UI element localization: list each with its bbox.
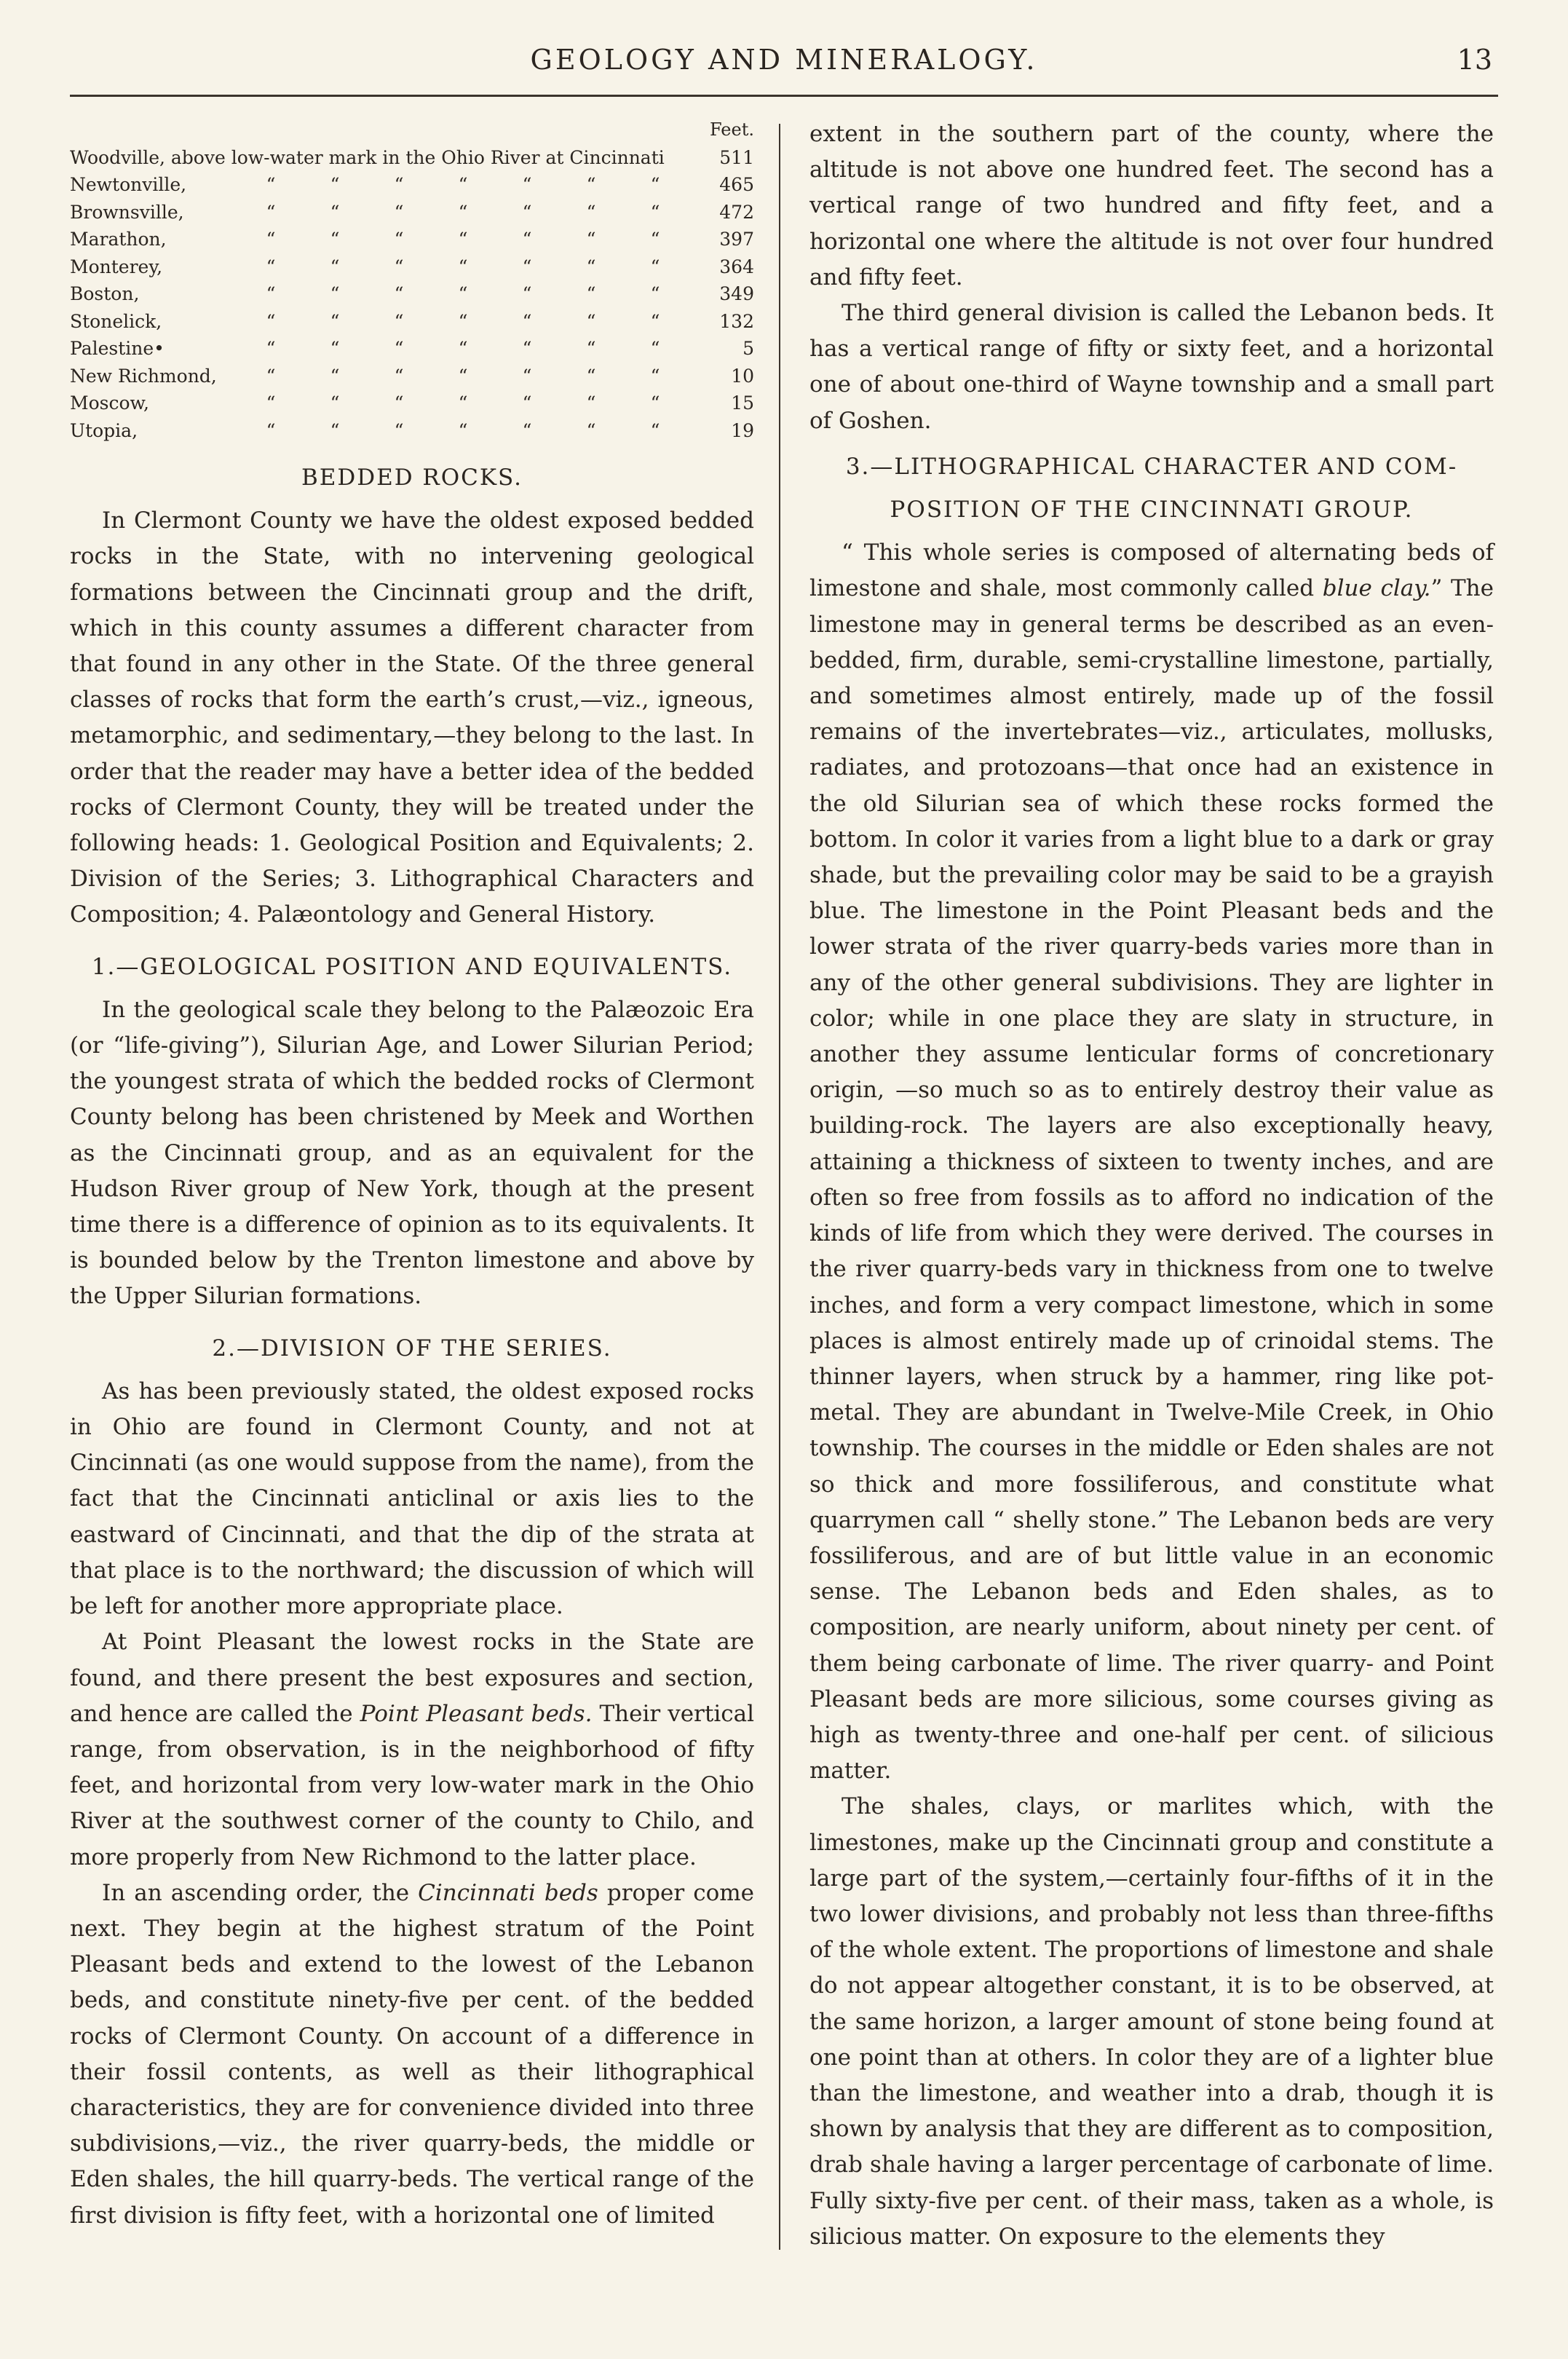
ditto-mark: “ xyxy=(586,365,596,387)
italic-term: Cincinnati beds xyxy=(418,1879,598,1906)
ditto-mark: “ xyxy=(330,310,340,332)
ditto-mark: “ xyxy=(330,419,340,441)
ditto-mark: “ xyxy=(458,256,468,277)
ditto-mark: “ xyxy=(330,338,340,359)
paragraph-continued: extent in the southern part of the county, where the altitude is not above one hundred feet. The second has a vertical range of two hundred and fifty feet, and a horizontal one where the altitude is not over four hundred and fifty feet. xyxy=(809,121,1494,291)
ditto-mark: “ xyxy=(522,229,532,250)
ditto-mark: “ xyxy=(586,419,596,441)
page-number: 13 xyxy=(1457,44,1492,76)
left-column xyxy=(70,116,754,2234)
elevation-row xyxy=(70,390,754,417)
ditto-mark: “ xyxy=(650,283,660,304)
elevation-value: 349 xyxy=(719,283,754,304)
ditto-mark: “ xyxy=(266,229,276,250)
ditto-mark: “ xyxy=(266,174,276,195)
elevation-header-row xyxy=(70,116,754,144)
paragraph-lithographical xyxy=(809,535,1494,1789)
elevation-value: 19 xyxy=(731,419,754,441)
ditto-mark: “ xyxy=(650,174,660,195)
ditto-mark: “ xyxy=(266,310,276,332)
ditto-mark: “ xyxy=(650,201,660,223)
elevation-row xyxy=(70,171,754,199)
paragraph-shales: The shales, clays, or marlites which, with the limestones, make up the Cincinnati group and constitute a large part of the system,—certainly four-fifths of it in the two lower divisions, and probably not less than three-fifths of the whole extent. The proportions of limestone and shale do not appear altogether constant, it is to be observed, at the same horizon, a larger amount of stone being found at one point than at others. In color they are of a lighter blue than the limestone, and weather into a drab, though it is shown by analysis that they are different as to composition, drab shale having a larger percentage of carbonate of lime. Fully sixty-five per cent. of their mass, taken as a whole, is silicious matter. On exposure to the elements they xyxy=(809,1793,1494,2250)
place-name: Boston, xyxy=(70,283,140,304)
text-run: proper come next. They begin at the highest stratum of the Point Pleasant beds and extend to the lowest of the Lebanon beds, and constitute ninety-five per cent. of the bedded rocks of Clermont County. On account of a difference in their fossil contents, as well as their lithographical characteristics, they are for convenience divided into three subdivisions,—viz., the river quarry-beds, the middle or Eden shales, the hill quarry-beds. The vertical range of the first division is fifty feet, with a horizontal one of limited xyxy=(70,1879,754,2229)
ditto-mark: “ xyxy=(522,338,532,359)
ditto-mark: “ xyxy=(650,310,660,332)
ditto-mark: “ xyxy=(394,419,404,441)
elevation-value: 15 xyxy=(731,392,754,414)
ditto-mark: “ xyxy=(650,256,660,277)
elevation-table xyxy=(70,116,754,444)
ditto-mark: “ xyxy=(458,392,468,414)
elevation-rows xyxy=(70,171,754,444)
ditto-mark: “ xyxy=(458,365,468,387)
elevation-row-woodville xyxy=(70,144,754,172)
ditto-mark: “ xyxy=(330,201,340,223)
text-run: “ This whole series is composed of alternating beds of limestone and shale, most commonly called xyxy=(809,540,1494,602)
ditto-mark: “ xyxy=(394,338,404,359)
italic-term: Point Pleasant beds. xyxy=(360,1700,593,1727)
ditto-mark: “ xyxy=(394,229,404,250)
ditto-mark: “ xyxy=(458,338,468,359)
paragraph-bedded-rocks: In Clermont County we have the oldest exposed bedded rocks in the State, with no intervening geological formations between the Cincinnati group and the drift, which in this county assumes a different character from that found in any other in the State. Of the three general classes of rocks that form the earth’s crust,—viz., igneous, metamorphic, and sedimentary,—they belong to the last. In order that the reader may have a better idea of the bedded rocks of Clermont County, they will be treated under the following heads: 1. Geological Position and Equivalents; 2. Division of the Series; 3. Lithographical Characters and Composition; 4. Palæontology and General History. xyxy=(70,507,754,928)
italic-term: blue clay. xyxy=(1322,575,1431,602)
ditto-mark: “ xyxy=(330,174,340,195)
ditto-mark: “ xyxy=(650,229,660,250)
elevation-row xyxy=(70,308,754,336)
elevation-value: 397 xyxy=(719,229,754,250)
elevation-value: 364 xyxy=(719,256,754,277)
elevation-row xyxy=(70,363,754,390)
ditto-mark: “ xyxy=(266,419,276,441)
ditto-mark: “ xyxy=(586,201,596,223)
ditto-mark: “ xyxy=(266,201,276,223)
ditto-mark: “ xyxy=(266,338,276,359)
ditto-mark: “ xyxy=(458,419,468,441)
elevation-value: 132 xyxy=(719,310,754,332)
ditto-mark: “ xyxy=(522,365,532,387)
section-3-heading-line-1: 3.—LITHOGRAPHICAL CHARACTER AND COM- xyxy=(845,453,1458,480)
elevation-row xyxy=(70,335,754,363)
ditto-mark: “ xyxy=(394,283,404,304)
running-head: GEOLOGY AND MINERALOGY. xyxy=(530,44,1038,76)
elevation-value: 465 xyxy=(719,174,754,195)
feet-unit-label: Feet. xyxy=(709,119,754,140)
ditto-mark: “ xyxy=(522,201,532,223)
paragraph-cincinnati-beds xyxy=(70,1876,754,2234)
place-name: Newtonville, xyxy=(70,174,187,195)
ditto-mark: “ xyxy=(650,338,660,359)
place-name: Brownsville, xyxy=(70,201,184,223)
paragraph-division-series: As has been previously stated, the oldest exposed rocks in Ohio are found in Clermont County, and not at Cincinnati (as one would suppose from the name), from the fact that the Cincinnati anticlinal or axis lies to the eastward of Cincinnati, and that the dip of the strata at that place is to the northward; the discussion of which will be left for another more appropriate place. xyxy=(70,1378,754,1620)
ditto-mark: “ xyxy=(330,229,340,250)
ditto-mark: “ xyxy=(394,310,404,332)
ditto-mark: “ xyxy=(586,392,596,414)
ditto-mark: “ xyxy=(330,256,340,277)
ditto-mark: “ xyxy=(266,256,276,277)
place-name: Monterey, xyxy=(70,256,163,277)
text-run: At Point Pleasant the lowest rocks in the State are found, and there present the best exposures and section, and hence are called the xyxy=(70,1629,754,1727)
ditto-mark: “ xyxy=(458,174,468,195)
bedded-rocks-heading: BEDDED ROCKS. xyxy=(301,465,523,491)
elevation-value: 5 xyxy=(743,338,754,359)
place-name: Marathon, xyxy=(70,229,167,250)
ditto-mark: “ xyxy=(522,174,532,195)
place-name: Moscow, xyxy=(70,392,149,414)
ditto-mark: “ xyxy=(586,338,596,359)
elevation-value: 10 xyxy=(731,365,754,387)
elevation-row xyxy=(70,226,754,253)
header-rule xyxy=(70,95,1498,97)
section-3-heading-line-2: POSITION OF THE CINCINNATI GROUP. xyxy=(890,497,1414,523)
ditto-mark: “ xyxy=(586,283,596,304)
ditto-mark: “ xyxy=(586,256,596,277)
place-name: New Richmond, xyxy=(70,365,217,387)
ditto-mark: “ xyxy=(458,310,468,332)
text-run: In an ascending order, the xyxy=(102,1879,419,1906)
ditto-mark: “ xyxy=(522,419,532,441)
elevation-value: 511 xyxy=(719,146,754,168)
ditto-mark: “ xyxy=(266,365,276,387)
place-name: Stonelick, xyxy=(70,310,162,332)
ditto-mark: “ xyxy=(330,283,340,304)
section-1-heading: 1.—GEOLOGICAL POSITION AND EQUIVALENTS. xyxy=(91,953,733,980)
elevation-row xyxy=(70,417,754,445)
elevation-value: 472 xyxy=(719,201,754,223)
ditto-mark: “ xyxy=(650,419,660,441)
elevation-row xyxy=(70,199,754,226)
ditto-mark: “ xyxy=(394,365,404,387)
paragraph-lebanon-beds: The third general division is called the Lebanon beds. It has a vertical range of fifty or sixty feet, and a horizontal one of about one-third of Wayne township and a small part of Goshen. xyxy=(809,300,1494,434)
text-run: Their vertical range, from observation, is in the neighborhood of fifty feet, and horizontal from very low-water mark in the Ohio River at the southwest corner of the county to Chilo, and more properly from New Richmond to the latter place. xyxy=(70,1700,754,1870)
elevation-row xyxy=(70,253,754,281)
ditto-mark: “ xyxy=(586,174,596,195)
ditto-mark: “ xyxy=(330,392,340,414)
text-run: ” The limestone may in general terms be described as an even-bedded, firm, durable, semi-crystalline limestone, partially, and sometimes almost entirely, made up of the fossil remains of the invertebrates—viz., articulates, mollusks, radiates, and protozoans—that once had an existence in the old Silurian sea of which these rocks formed the bottom. In color it varies from a light blue to a dark or gray shade, but the prevailing color may be said to be a grayish blue. The limestone in the Point Pleasant beds and the lower strata of the river quarry-beds varies more than in any of the other general subdivisions. They are lighter in color; while in one place they are slaty in structure, in another they assume lenticular forms of concretionary origin, —so much so as to entirely destroy their value as building-rock. The layers are also exceptionally heavy, attaining a thickness of sixteen to twenty inches, and are often so free from fossils as to afford no indication of the kinds of life from which they were derived. The courses in the river quarry-beds vary in thickness from one to twelve inches, and form a very compact limestone, which in some places is almost entirely made up of crinoidal stems. The thinner layers, when struck by a hammer, ring like pot-metal. They are abundant in Twelve-Mile Creek, in Ohio township. The courses in the middle or Eden shales are not so thick and more fossiliferous, and constitute what quarrymen call “ shelly stone.” The Lebanon beds are very fossiliferous, and are of but little value in an economic sense. The Lebanon beds and Eden shales, as to composition, are nearly uniform, about ninety per cent. of them being carbonate of lime. The river quarry- and Point Pleasant beds are more silicious, some courses giving as high as twenty-three and one-half per cent. of silicious matter. xyxy=(809,575,1494,1785)
section-2-heading: 2.—DIVISION OF THE SERIES. xyxy=(212,1335,612,1362)
ditto-mark: “ xyxy=(266,283,276,304)
ditto-mark: “ xyxy=(458,283,468,304)
ditto-mark: “ xyxy=(586,310,596,332)
ditto-mark: “ xyxy=(522,283,532,304)
ditto-mark: “ xyxy=(458,201,468,223)
place-name: Palestine• xyxy=(70,338,165,359)
ditto-mark: “ xyxy=(330,365,340,387)
elevation-first-row-text: Woodville, above low-water mark in the Ohio River at Cincinnati xyxy=(70,146,665,168)
paragraph-geological-position: In the geological scale they belong to the Palæozoic Era (or “life-giving”), Silurian Age, and Lower Silurian Period; the youngest strata of which the bedded rocks of Clermont County belong has been christened by Meek and Worthen as the Cincinnati group, and as an equivalent for the Hudson River group of New York, though at the present time there is a difference of opinion as to its equivalents. It is bounded below by the Trenton limestone and above by the Upper Silurian formations. xyxy=(70,996,754,1310)
ditto-mark: “ xyxy=(650,365,660,387)
ditto-mark: “ xyxy=(266,392,276,414)
right-column xyxy=(809,116,1494,2255)
place-name: Utopia, xyxy=(70,419,138,441)
elevation-row xyxy=(70,280,754,308)
paragraph-point-pleasant xyxy=(70,1624,754,1875)
ditto-mark: “ xyxy=(394,392,404,414)
ditto-mark: “ xyxy=(394,174,404,195)
ditto-mark: “ xyxy=(394,256,404,277)
ditto-mark: “ xyxy=(650,392,660,414)
ditto-mark: “ xyxy=(586,229,596,250)
ditto-mark: “ xyxy=(522,256,532,277)
spacer xyxy=(809,439,1494,449)
ditto-mark: “ xyxy=(522,392,532,414)
column-divider xyxy=(779,124,780,2250)
ditto-mark: “ xyxy=(394,201,404,223)
ditto-mark: “ xyxy=(458,229,468,250)
ditto-mark: “ xyxy=(522,310,532,332)
